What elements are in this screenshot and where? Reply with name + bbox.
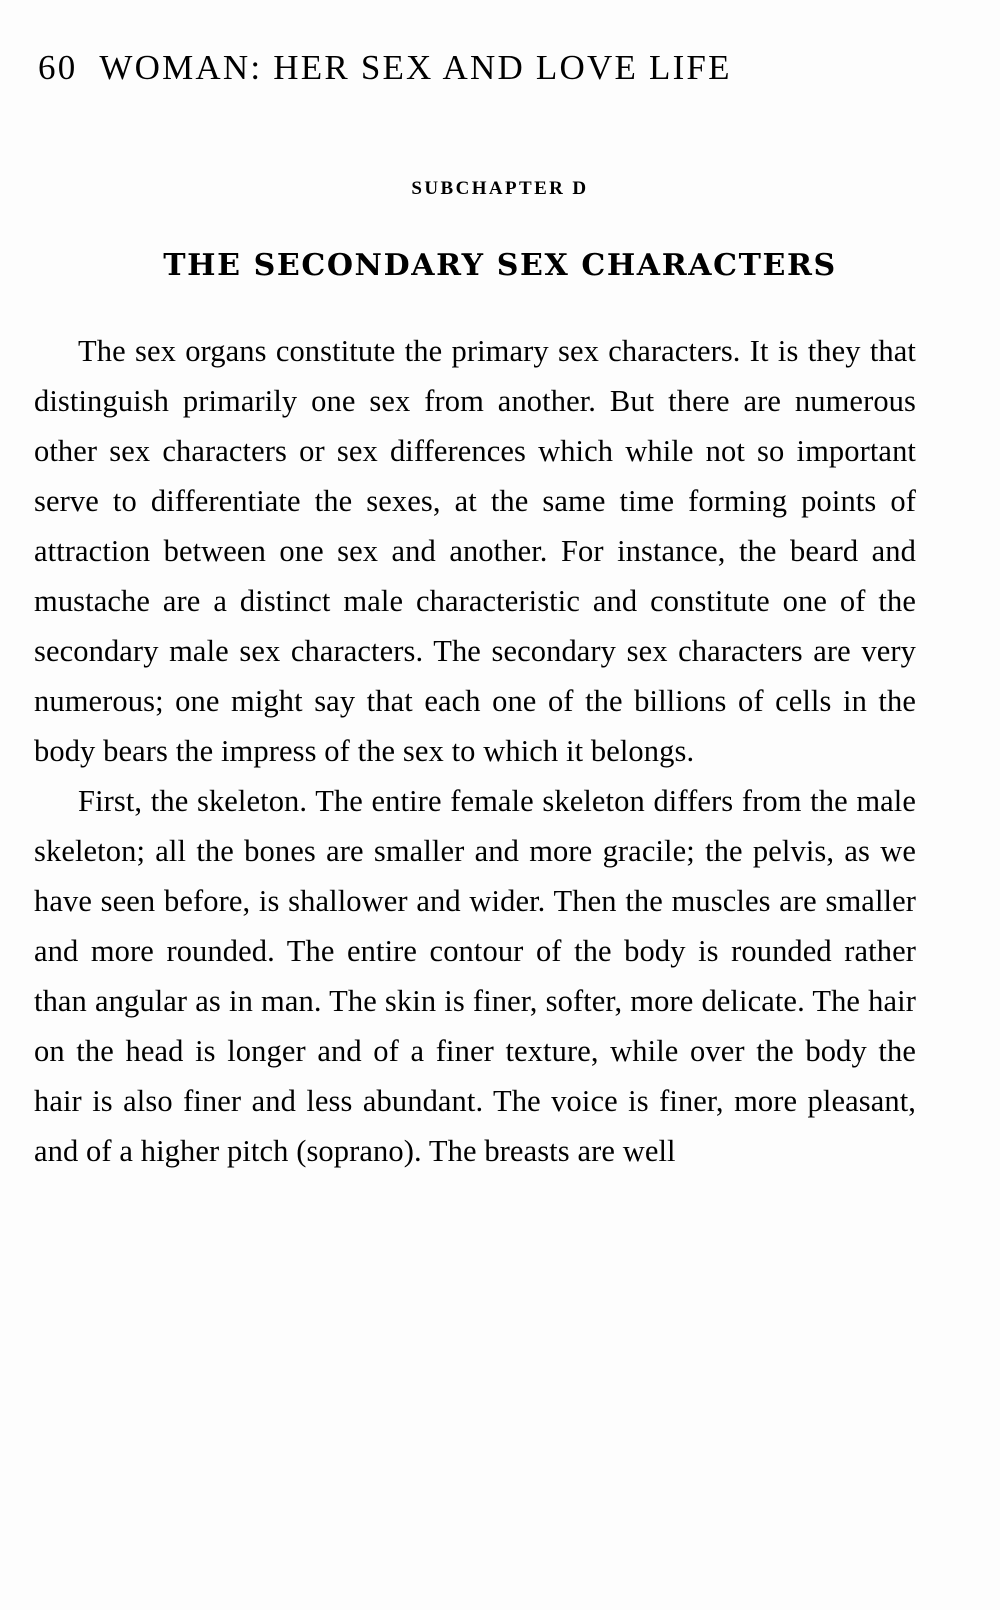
running-head (38, 48, 918, 88)
paragraph: First, the skeleton. The entire female skeleton differs from the male skeleton; all the bones are smaller and more gracile; the pelvis, as we have seen before, is shallower and wider. Then the muscles are smaller and more rounded. The entire contour of the body is rounded rather than angular as in man. The skin is finer, softer, more delicate. The hair on the head is longer and of a finer texture, while over the body the hair is also finer and less abundant. The voice is finer, more pleasant, and of a higher pitch (soprano). The breasts are well (34, 784, 916, 1168)
subchapter-label: SUBCHAPTER D (411, 178, 589, 199)
body-text (34, 326, 916, 1176)
paragraph: The sex organs constitute the primary sex characters. It is they that distinguish primarily one sex from another. But there are numerous other sex characters or sex differences which while not so important serve to differentiate the sexes, at the same time forming points of attraction between one sex and another. For instance, the beard and mustache are a distinct male characteristic and constitute one of the secondary male sex characters. The secondary sex characters are very numerous; one might say that each one of the billions of cells in the body bears the impress of the sex to which it belongs. (34, 334, 916, 768)
section-title: THE SECONDARY SEX CHARACTERS (163, 248, 837, 283)
running-head-title: WOMAN: HER SEX AND LOVE LIFE (99, 48, 732, 87)
page-number: 60 (38, 48, 78, 87)
